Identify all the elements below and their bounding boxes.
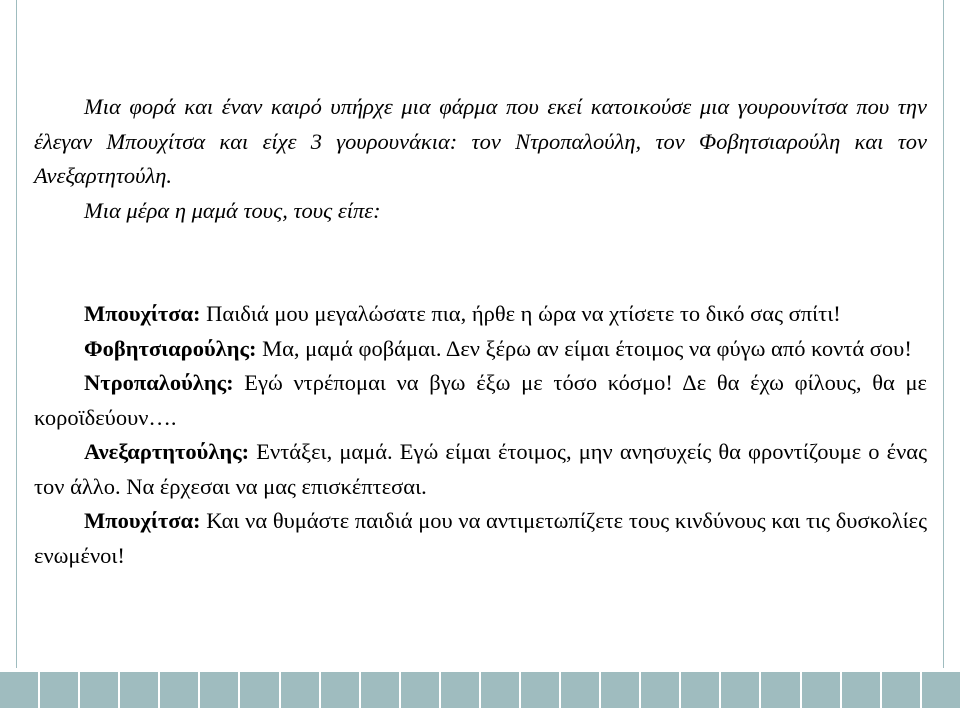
dialogue-line bbox=[34, 297, 927, 332]
dialogue-line bbox=[34, 366, 927, 435]
bar-segment bbox=[681, 672, 719, 708]
dialogue-text: Μα, μαμά φοβάμαι. Δεν ξέρω αν είμαι έτοιμος να φύγω από κοντά σου! bbox=[256, 335, 912, 361]
bar-segment bbox=[641, 672, 679, 708]
bar-segment bbox=[240, 672, 278, 708]
dialogue-line bbox=[34, 332, 927, 367]
intro-paragraph: Μια μέρα η μαμά τους, τους είπε: bbox=[84, 197, 381, 223]
bar-segment bbox=[761, 672, 799, 708]
bar-segment bbox=[120, 672, 158, 708]
bar-segment bbox=[361, 672, 399, 708]
dialogue-block bbox=[34, 297, 927, 573]
bar-segment bbox=[922, 672, 960, 708]
speaker-name: Φοβητσιαρούλης: bbox=[84, 335, 257, 361]
speaker-name: Ανεξαρτητούλης: bbox=[84, 439, 250, 464]
intro-block bbox=[34, 90, 927, 228]
dialogue-text: Παιδιά μου μεγαλώσατε πια, ήρθε η ώρα να χτίσετε το δικό σας σπίτι! bbox=[200, 301, 841, 326]
bar-segment bbox=[721, 672, 759, 708]
bar-segment bbox=[40, 672, 78, 708]
bar-segment bbox=[601, 672, 639, 708]
bar-segment bbox=[882, 672, 920, 708]
intro-paragraph: Μια φορά και έναν καιρό υπήρχε μια φάρμα που εκεί κατοικούσε μια γουρουνίτσα που την έλεγαν Μπουχίτσα και είχε 3 γουρουνάκια: τον Ντροπαλούλη, τον Φοβητσιαρούλη και τον Ανεξαρτητούλη. bbox=[34, 94, 927, 188]
bar-segment bbox=[802, 672, 840, 708]
speaker-name: Ντροπαλούλης: bbox=[84, 370, 234, 395]
bar-segment bbox=[160, 672, 198, 708]
bar-segment bbox=[521, 672, 559, 708]
bar-segment bbox=[200, 672, 238, 708]
dialogue-line bbox=[34, 504, 927, 573]
bar-segment bbox=[401, 672, 439, 708]
right-frame-line bbox=[943, 0, 944, 668]
speaker-name: Μπουχίτσα: bbox=[84, 301, 201, 326]
bar-segment bbox=[321, 672, 359, 708]
dialogue-line bbox=[34, 435, 927, 504]
bar-segment bbox=[80, 672, 118, 708]
dialogue-text: Εντάξει, μαμά. Εγώ είμαι έτοιμος, μην ανησυχείς θα φροντίζουμε ο ένας τον άλλο. Να έρχεσαι να μας επισκέπτεσαι. bbox=[34, 439, 927, 499]
speaker-name: Μπουχίτσα: bbox=[84, 508, 201, 533]
bar-segment bbox=[481, 672, 519, 708]
bottom-decorative-bar bbox=[0, 672, 960, 708]
bar-segment bbox=[842, 672, 880, 708]
bar-segment bbox=[441, 672, 479, 708]
dialogue-text: Εγώ ντρέπομαι να βγω έξω με τόσο κόσμο! Δε θα έχω φίλους, θα με κοροϊδεύουν…. bbox=[34, 370, 927, 430]
bar-segment bbox=[0, 672, 38, 708]
spacer bbox=[34, 228, 927, 297]
left-frame-line bbox=[16, 0, 17, 668]
bar-segment bbox=[561, 672, 599, 708]
story-text bbox=[34, 90, 927, 573]
dialogue-text: Και να θυμάστε παιδιά μου να αντιμετωπίζετε τους κινδύνους και τις δυσκολίες ενωμένοι! bbox=[34, 508, 927, 568]
bar-segment bbox=[281, 672, 319, 708]
